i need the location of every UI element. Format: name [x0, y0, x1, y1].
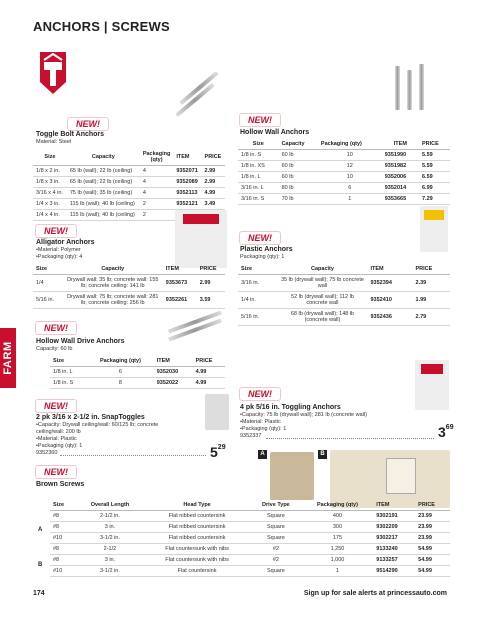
brown-screws-table: Size Overall Length Head Type Drive Type Packaging (qty) ITEM PRICE #8 2-1/2 in. Flat nibbed countersink Square 400 9302191 23.99 #8 3 in. Flat nibbed countersink Square 300 9302209 23.99 #10 3-1/2 in. Flat nibbed countersink Square 175 9302217 23.99 #8 2-1/2 Flat countersunk with nibs #2 1,250 9133240 54.99 #8 3 in. Flat countersunk with nibs #2 1,000 9133257 54.99 #10 3-1/2 in. Flat countersink Square 1 9514290 54.99	[50, 500, 450, 577]
table-row: 5/16 in. Drywall wall: 75 lb; concrete wall: 281 lb; concrete ceiling: 256 lb 9352261 3.59	[33, 292, 225, 309]
snaptoggles-item: 9352360	[36, 450, 58, 456]
alligator-bullet-material: •Material: Polymer	[36, 247, 81, 253]
sale-alerts-link[interactable]: Sign up for sale alerts at princessauto.com	[303, 590, 447, 597]
table-row: #8 2-1/2 in. Flat nibbed countersink Square 400 9302191 23.99	[50, 511, 450, 522]
alligator-table: Size Capacity ITEM PRICE 1/4 Drywall wall: 35 lb; concrete wall: 155 lb; concrete ceiling: 141 lb 9353673 2.99 5/16 in. Drywall wall: 75 lb; concrete wall: 281 lb; concrete ceiling: 256 lb 9352261 3.59	[33, 264, 225, 309]
toggle-bolt-new-badge: NEW!	[68, 118, 108, 130]
table-row: 5/16 in. 68 lb (drywall wall); 148 lb (concrete wall) 9352436 2.79	[238, 309, 450, 326]
plastic-packaging: Packaging (qty): 1	[240, 254, 285, 260]
hollow-wall-photo	[335, 56, 450, 114]
hollow-drive-new-badge: NEW!	[36, 322, 76, 334]
alligator-photo	[175, 210, 227, 268]
table-row: 3/16 x 4 in. 75 lb (wall); 35 lb (ceiling) 4 9352113 4.99	[33, 188, 225, 199]
table-row: 1/8 x 3 in. 65 lb (wall); 22 lb (ceiling) 4 9352089 2.99	[33, 177, 225, 188]
table-row: 1/4 x 4 in. 115 lb (wall); 40 lb (ceiling) 2	[33, 210, 225, 221]
side-tab-farm: FARM	[0, 328, 16, 388]
table-row: 1/8 in. XS 60 lb 12 9351982 5.59	[238, 161, 450, 172]
hollow-wall-new-badge: NEW!	[240, 114, 280, 126]
page-title: ANCHORS | SCREWS	[33, 19, 170, 34]
snaptoggles-bullet-packaging: •Packaging (qty): 1	[36, 443, 83, 449]
table-row: 1/4 Drywall wall: 35 lb; concrete wall: 155 lb; concrete ceiling: 141 lb 9353673 2.99	[33, 275, 225, 292]
toggle-bolt-material: Material: Steel	[36, 139, 72, 145]
table-row: #8 2-1/2 Flat countersunk with nibs #2 1,250 9133240 54.99	[50, 544, 450, 555]
brown-screws-title: Brown Screws	[36, 481, 85, 488]
col-item: ITEM	[173, 149, 201, 166]
table-row: #8 3 in. Flat nibbed countersink Square 300 9302209 23.99	[50, 522, 450, 533]
hollow-drive-capacity: Capacity: 60 lb	[36, 346, 73, 352]
group-label-b: B	[38, 562, 43, 568]
table-row: #10 3-1/2 in. Flat nibbed countersink Square 175 9302217 23.99	[50, 533, 450, 544]
toggle-bolt-photo	[165, 56, 225, 118]
plastic-table: Size Capacity ITEM PRICE 3/16 in. 35 lb (drywall wall); 75 lb concrete wall 9352394 2.39 1/4 in. 52 lb (drywall wall); 112 lb concrete wall 9352410 1.99 5/16 in. 68 lb (drywall wall); 148 lb (concrete wall) 9352436 2.79	[238, 264, 450, 326]
toggling-item: 9352337	[240, 433, 262, 439]
table-row: #8 3 in. Flat countersunk with nibs #2 1,000 9133257 54.99	[50, 555, 450, 566]
table-row: 1/8 in. S 60 lb 10 9351990 5.59	[238, 150, 450, 161]
toggling-photo	[415, 360, 449, 410]
toggle-bolt-title: Toggle Bolt Anchors	[36, 131, 105, 138]
table-row: 3/16 in. L 80 lb 6 9352014 6.99	[238, 183, 450, 194]
photo-label-b: B	[318, 450, 327, 459]
snaptoggles-bullet-material: •Material: Plastic	[36, 436, 77, 442]
plastic-new-badge: NEW!	[240, 232, 280, 244]
table-row: 3/16 in. S 70 lb 1 9353665 7.29	[238, 194, 450, 205]
screws-photo-a	[270, 452, 314, 500]
hollow-wall-title: Hollow Wall Anchors	[240, 129, 310, 136]
col-price: PRICE	[202, 149, 225, 166]
col-packaging: Packaging (qty)	[140, 149, 174, 166]
alligator-new-badge: NEW!	[36, 225, 76, 237]
brown-screws-new-badge: NEW!	[36, 466, 76, 478]
toggling-bullet-capacity: •Capacity: 75 lb (drywall wall); 281 lb (concrete wall)	[240, 412, 367, 418]
table-row: 1/8 in. L 60 lb 10 9352006 6.59	[238, 172, 450, 183]
col-size: Size	[33, 149, 67, 166]
plastic-photo	[420, 206, 448, 252]
table-row: 1/4 in. 52 lb (drywall wall); 112 lb concrete wall 9352410 1.99	[238, 292, 450, 309]
snaptoggles-bullet-capacity: •Capacity: Drywall ceiling/wall: 60/125 lb; concrete ceiling/wall: 200 lb	[36, 422, 159, 435]
table-row: 1/8 x 2 in. 65 lb (wall); 22 lb (ceiling) 4 9352071 2.99	[33, 166, 225, 177]
group-label-a: A	[38, 527, 43, 533]
alligator-bullet-packaging: •Packaging (qty): 4	[36, 254, 83, 260]
snaptoggles-title: 2 pk 3/16 x 2-1/2 in. SnapToggles	[36, 414, 145, 421]
toggling-new-badge: NEW!	[240, 388, 280, 400]
hollow-drive-table: Size Packaging (qty) ITEM PRICE 1/8 in. L 6 9352030 4.99 1/8 in. S 8 9352022 4.99	[50, 356, 225, 389]
snaptoggles-price: $5^{29}$	[210, 444, 226, 460]
toggling-bullet-material: •Material: Plastic	[240, 419, 281, 425]
alligator-title: Alligator Anchors	[36, 239, 95, 246]
table-row: 1/4 x 3 in. 115 lb (wall); 40 lb (ceiling) 2 9352121 3.49	[33, 199, 225, 210]
toggle-bolt-logo-icon	[36, 50, 70, 96]
plastic-title: Plastic Anchors	[240, 246, 293, 253]
photo-label-a: A	[258, 450, 267, 459]
snaptoggles-new-badge: NEW!	[36, 400, 76, 412]
toggling-price: $3^{69}$	[438, 424, 454, 440]
col-capacity: Capacity	[67, 149, 140, 166]
hollow-drive-photo	[165, 316, 225, 342]
table-row: #10 3-1/2 in. Flat countersink Square 1 9514290 54.99	[50, 566, 450, 577]
toggling-bullet-packaging: •Packaging (qty): 1	[240, 426, 287, 432]
table-row: 1/8 in. L 6 9352030 4.99	[50, 367, 225, 378]
hollow-wall-table: Size Capacity Packaging (qty) ITEM PRICE 1/8 in. S 60 lb 10 9351990 5.59 1/8 in. XS 60 lb 12 9351982 5.59 1/8 in. L 60 lb 10 9352006 6.59 3/16 in. L 80 lb 6 9352014 6.99 3/16 in. S 70 lb 1 9353665 7.29	[238, 139, 450, 205]
snaptoggles-photo	[205, 394, 229, 430]
page-number: 174	[33, 590, 45, 597]
hollow-drive-title: Hollow Wall Drive Anchors	[36, 338, 125, 345]
table-row: 3/16 in. 35 lb (drywall wall); 75 lb concrete wall 9352394 2.39	[238, 275, 450, 292]
table-row: 1/8 in. S 8 9352022 4.99	[50, 378, 225, 389]
toggling-title: 4 pk 5/16 in. Toggling Anchors	[240, 404, 341, 411]
